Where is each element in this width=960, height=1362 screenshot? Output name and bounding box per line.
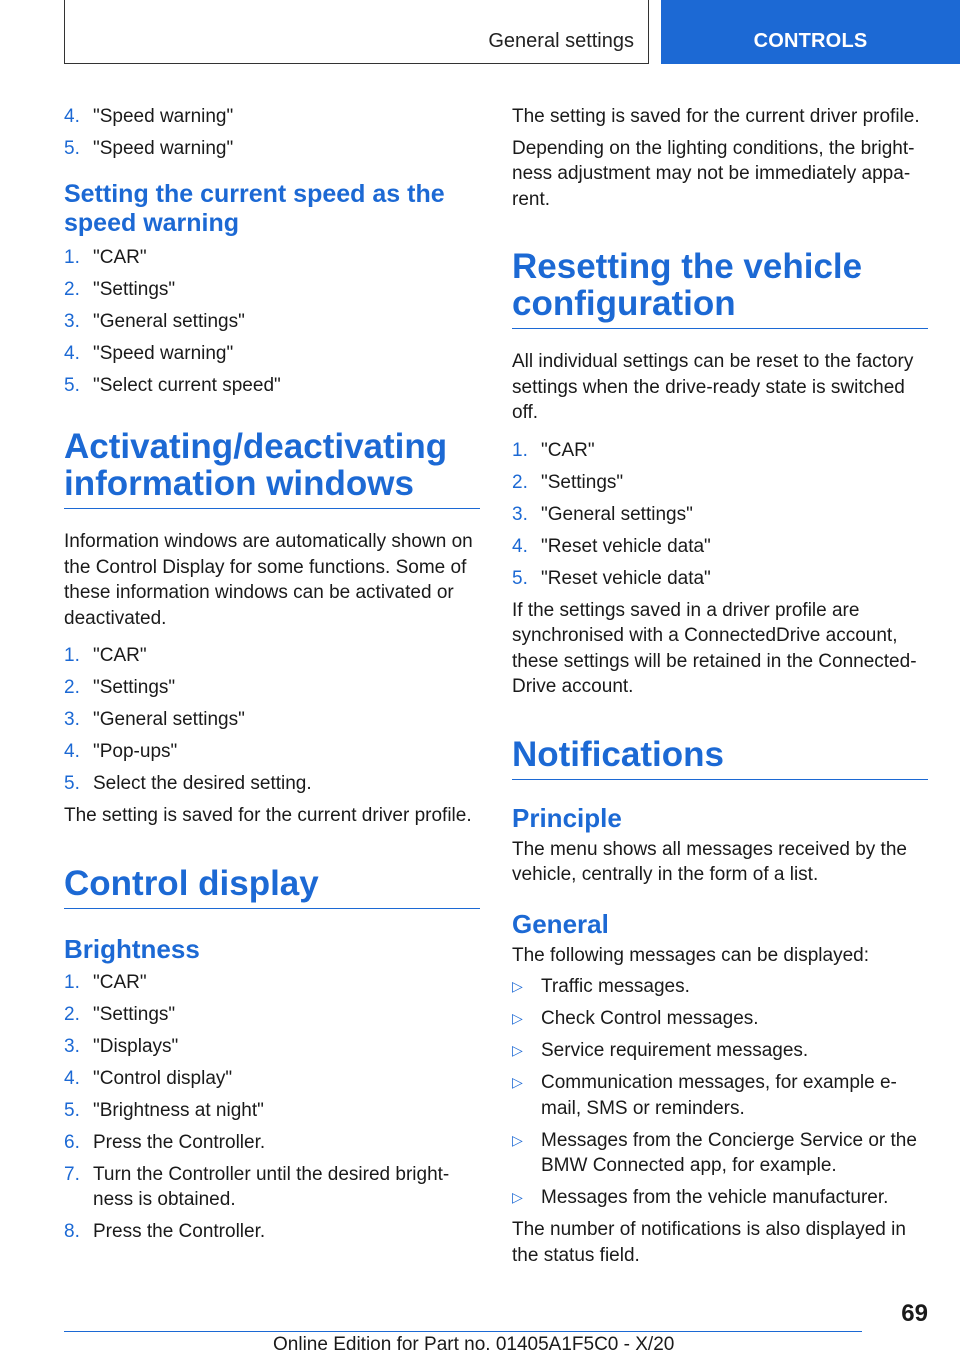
list-item xyxy=(64,1066,480,1092)
list-item xyxy=(64,643,480,669)
triangle-bullet-icon: ▷ xyxy=(512,1042,523,1058)
list-item xyxy=(512,534,928,560)
step-text: "CAR" xyxy=(541,439,595,461)
step-text: "Reset vehicle data" xyxy=(541,535,711,557)
heading-reset-config: Resetting the vehicle configuration xyxy=(512,248,928,329)
left-column xyxy=(64,104,480,1251)
step-number: 5. xyxy=(64,138,80,159)
step-text: "CAR" xyxy=(93,645,147,666)
heading-general: General xyxy=(512,908,609,939)
step-text: "Speed warning" xyxy=(93,342,234,364)
step-number: 8. xyxy=(64,1221,80,1242)
triangle-bullet-icon: ▷ xyxy=(512,1131,523,1148)
lighting-note: Depending on the lighting conditions, the bright‐ness adjustment may not be immediately appa‐rent. xyxy=(512,137,915,210)
bullet-text: Messages from the vehicle manufacturer. xyxy=(541,1187,889,1208)
current-speed-steps xyxy=(64,245,480,399)
list-item xyxy=(64,1130,480,1156)
step-number: 5. xyxy=(64,374,80,396)
sync-text: If the settings saved in a driver profile are synchronised with a ConnectedDrive account, these settings will be retained in the Connected‐Drive account. xyxy=(512,599,917,697)
step-number: 1. xyxy=(64,971,80,993)
step-number: 2. xyxy=(512,471,528,493)
step-text: "Displays" xyxy=(93,1035,179,1057)
list-item xyxy=(64,309,480,335)
bullet-text: Communication messages, for example e-mail, SMS or reminders. xyxy=(541,1072,897,1119)
list-item xyxy=(64,739,480,765)
step-text: "Select current speed" xyxy=(93,374,281,396)
step-number: 5. xyxy=(64,773,80,794)
step-text: "Settings" xyxy=(93,278,176,300)
step-number: 1. xyxy=(64,645,80,666)
step-text: "Pop-ups" xyxy=(93,741,178,762)
header-chapter-title: CONTROLS xyxy=(753,30,868,52)
step-number: 4. xyxy=(64,1067,80,1089)
triangle-bullet-icon: ▷ xyxy=(512,1189,523,1205)
reset-steps xyxy=(512,438,928,592)
step-text: "CAR" xyxy=(93,971,147,993)
brightness-saved: The setting is saved for the current driver profile. xyxy=(512,106,920,127)
step-number: 1. xyxy=(64,246,80,268)
step-number: 2. xyxy=(64,1003,80,1025)
step-number: 6. xyxy=(64,1131,80,1153)
step-number: 5. xyxy=(512,567,528,589)
list-item xyxy=(512,974,928,1000)
bullet-text: Check Control messages. xyxy=(541,1008,759,1029)
edition-text: Online Edition for Part no. 01405A1F5C0 - X/20 xyxy=(273,1334,675,1355)
list-item xyxy=(64,341,480,367)
principle-text: The menu shows all messages received by the vehicle, centrally in the form of a list. xyxy=(512,838,907,885)
step-text: "Settings" xyxy=(93,1003,176,1025)
speed-warning-steps-cont xyxy=(64,104,480,162)
list-item xyxy=(512,1038,928,1064)
triangle-bullet-icon: ▷ xyxy=(512,978,523,994)
list-item xyxy=(64,707,480,733)
step-text: "Brightness at night" xyxy=(93,1099,264,1121)
step-text: "Speed warning" xyxy=(93,138,234,159)
step-text: "Settings" xyxy=(541,471,624,493)
step-text: Press the Controller. xyxy=(93,1221,266,1242)
list-item xyxy=(512,566,928,592)
list-item xyxy=(64,1002,480,1028)
bullet-text: Service requirement messages. xyxy=(541,1040,809,1061)
list-item xyxy=(64,136,480,162)
step-text: "Speed warning" xyxy=(93,106,234,127)
step-number: 3. xyxy=(512,503,528,525)
list-item xyxy=(64,970,480,996)
list-item xyxy=(64,1162,480,1213)
step-number: 3. xyxy=(64,1035,80,1057)
bullet-text: Traffic messages. xyxy=(541,976,690,997)
list-item xyxy=(512,1070,928,1121)
triangle-bullet-icon: ▷ xyxy=(512,1074,523,1090)
step-text: Press the Controller. xyxy=(93,1131,266,1153)
step-number: 3. xyxy=(64,709,80,730)
reset-text: All individual settings can be reset to the factory settings when the drive-ready state is switched off. xyxy=(512,351,914,423)
heading-current-speed: Setting the current speed as the speed warning xyxy=(64,179,445,237)
list-item xyxy=(64,277,480,303)
step-number: 4. xyxy=(64,106,80,127)
step-text: "General settings" xyxy=(541,503,693,525)
right-column xyxy=(512,104,928,1268)
step-text: "Settings" xyxy=(93,677,176,698)
header-section-box xyxy=(64,0,649,64)
message-types-list xyxy=(512,974,928,1211)
step-number: 4. xyxy=(64,741,80,762)
brightness-steps xyxy=(64,970,480,1245)
info-windows-steps xyxy=(64,643,480,797)
heading-principle: Principle xyxy=(512,802,622,833)
list-item xyxy=(512,1185,928,1211)
list-item xyxy=(512,438,928,464)
list-item xyxy=(64,1034,480,1060)
step-text: "CAR" xyxy=(93,246,147,268)
heading-brightness: Brightness xyxy=(64,933,200,964)
heading-notifications: Notifications xyxy=(512,736,928,780)
step-number: 4. xyxy=(512,535,528,557)
list-item xyxy=(512,1128,928,1179)
step-text: "Control display" xyxy=(93,1067,233,1089)
info-windows-saved: The setting is saved for the current driver profile. xyxy=(64,805,472,826)
list-item xyxy=(64,1219,480,1245)
step-number: 7. xyxy=(64,1163,80,1185)
step-text: "Reset vehicle data" xyxy=(541,567,711,589)
list-item xyxy=(512,502,928,528)
bullet-text: Messages from the Concierge Service or the BMW Connected app, for example. xyxy=(541,1129,917,1176)
step-number: 2. xyxy=(64,677,80,698)
heading-control-display: Control display xyxy=(64,865,480,909)
header-section-title: General settings xyxy=(488,30,634,52)
step-number: 4. xyxy=(64,342,80,364)
list-item xyxy=(512,1006,928,1032)
general-text: The following messages can be displayed: xyxy=(512,944,869,966)
page-number: 69 xyxy=(901,1300,928,1327)
list-item xyxy=(64,245,480,271)
heading-info-windows: Activating/deactivating information windows xyxy=(64,428,480,509)
footer-divider xyxy=(64,1331,862,1332)
step-text: Turn the Controller until the desired bright‐ness is obtained. xyxy=(93,1163,450,1210)
count-text: The number of notifications is also displayed in the status field. xyxy=(512,1219,906,1266)
header-chapter-tab xyxy=(661,0,960,64)
list-item xyxy=(64,104,480,130)
step-number: 5. xyxy=(64,1099,80,1121)
step-number: 2. xyxy=(64,278,80,300)
triangle-bullet-icon: ▷ xyxy=(512,1010,523,1026)
step-number: 3. xyxy=(64,310,80,332)
list-item xyxy=(64,373,480,399)
step-text: Select the desired setting. xyxy=(93,773,312,794)
step-number: 1. xyxy=(512,439,528,461)
list-item xyxy=(64,771,480,797)
step-text: "General settings" xyxy=(93,709,245,730)
list-item xyxy=(64,1098,480,1124)
list-item xyxy=(512,470,928,496)
info-windows-text: Information windows are automatically shown on the Control Display for some functions. Some of these information windows can be activated or deactivated. xyxy=(64,531,473,629)
step-text: "General settings" xyxy=(93,310,245,332)
list-item xyxy=(64,675,480,701)
